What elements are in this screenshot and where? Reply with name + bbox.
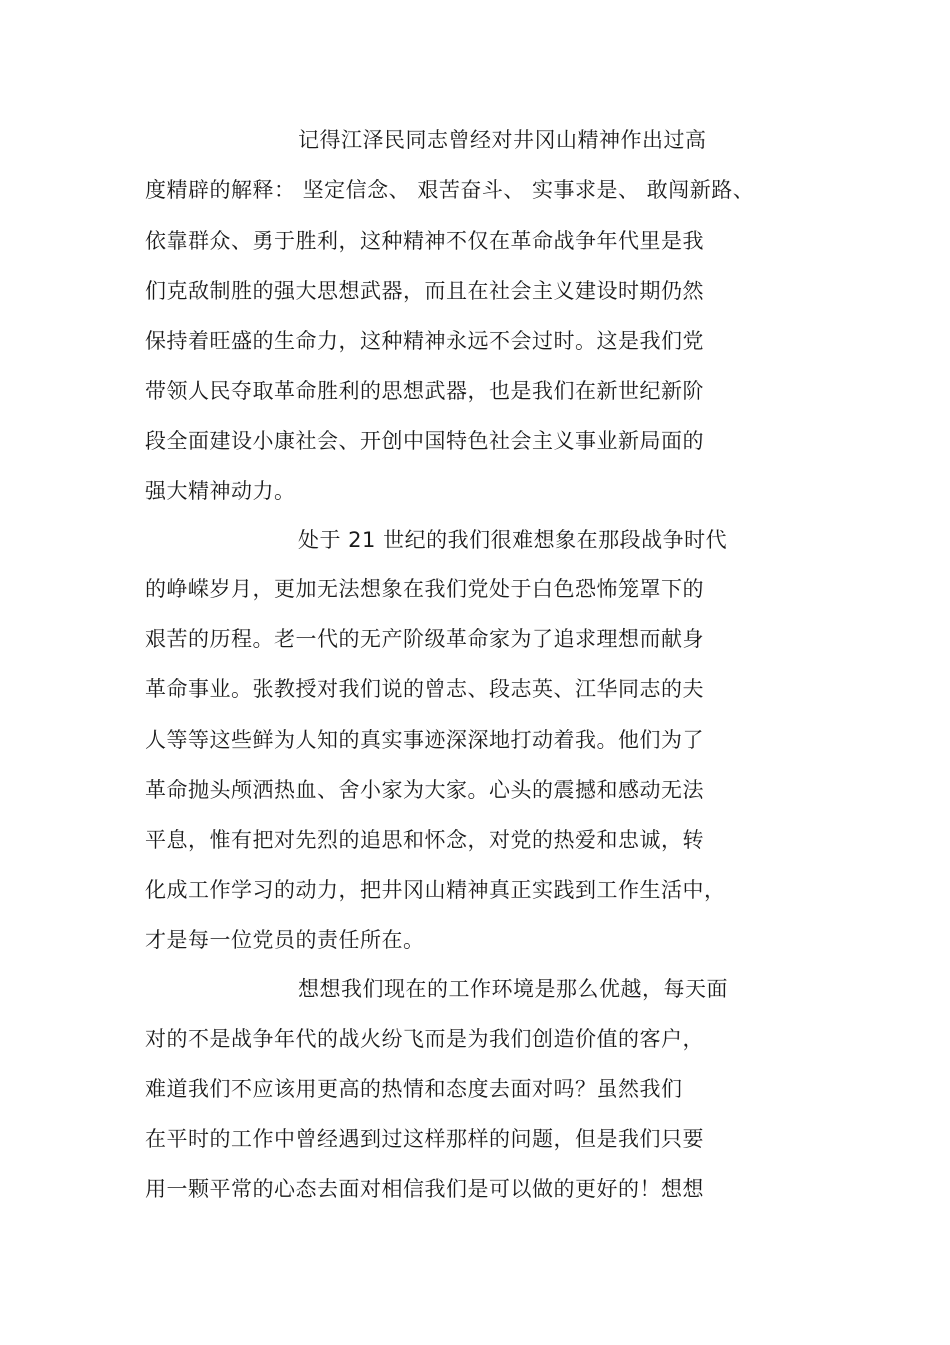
paragraph-1-line-3: 依靠群众、勇于胜利，这种精神不仅在革命战争年代里是我 bbox=[145, 229, 704, 253]
paragraph-1-line-8: 强大精神动力。 bbox=[145, 479, 296, 503]
paragraph-3-line-5: 用一颗平常的心态去面对相信我们是可以做的更好的！想想 bbox=[145, 1177, 704, 1201]
paragraph-3-line-1: 想想我们现在的工作环境是那么优越，每天面 bbox=[298, 977, 728, 1001]
paragraph-2-line-9: 才是每一位党员的责任所在。 bbox=[145, 928, 425, 952]
paragraph-3-line-4: 在平时的工作中曾经遇到过这样那样的问题，但是我们只要 bbox=[145, 1127, 704, 1151]
paragraph-2-line-8: 化成工作学习的动力，把井冈山精神真正实践到工作生活中， bbox=[145, 878, 726, 902]
paragraph-2-line-1: 处于 21 世纪的我们很难想象在那段战争时代 bbox=[298, 528, 728, 552]
paragraph-1-line-6: 带领人民夺取革命胜利的思想武器，也是我们在新世纪新阶 bbox=[145, 379, 704, 403]
paragraph-2-line-7: 平息，惟有把对先烈的追思和怀念，对党的热爱和忠诚，转 bbox=[145, 828, 704, 852]
paragraph-3-line-2: 对的不是战争年代的战火纷飞而是为我们创造价值的客户， bbox=[145, 1027, 704, 1051]
paragraph-2-line-2: 的峥嵘岁月，更加无法想象在我们党处于白色恐怖笼罩下的 bbox=[145, 577, 704, 601]
paragraph-1-line-5: 保持着旺盛的生命力，这种精神永远不会过时。这是我们党 bbox=[145, 329, 704, 353]
paragraph-1-line-1: 记得江泽民同志曾经对井冈山精神作出过高 bbox=[298, 128, 707, 152]
paragraph-2-line-6: 革命抛头颅洒热血、舍小家为大家。心头的震撼和感动无法 bbox=[145, 778, 704, 802]
paragraph-1-line-2: 度精辟的解释： 坚定信念、 艰苦奋斗、 实事求是、 敢闯新路、 bbox=[145, 178, 755, 202]
paragraph-1-line-7: 段全面建设小康社会、开创中国特色社会主义事业新局面的 bbox=[145, 429, 704, 453]
paragraph-2-line-4: 革命事业。张教授对我们说的曾志、段志英、江华同志的夫 bbox=[145, 677, 704, 701]
paragraph-1-line-4: 们克敌制胜的强大思想武器，而且在社会主义建设时期仍然 bbox=[145, 279, 704, 303]
paragraph-3-line-3: 难道我们不应该用更高的热情和态度去面对吗？虽然我们 bbox=[145, 1077, 683, 1101]
paragraph-2-line-5: 人等等这些鲜为人知的真实事迹深深地打动着我。他们为了 bbox=[145, 728, 704, 752]
paragraph-2-line-3: 艰苦的历程。老一代的无产阶级革命家为了追求理想而献身 bbox=[145, 627, 704, 651]
